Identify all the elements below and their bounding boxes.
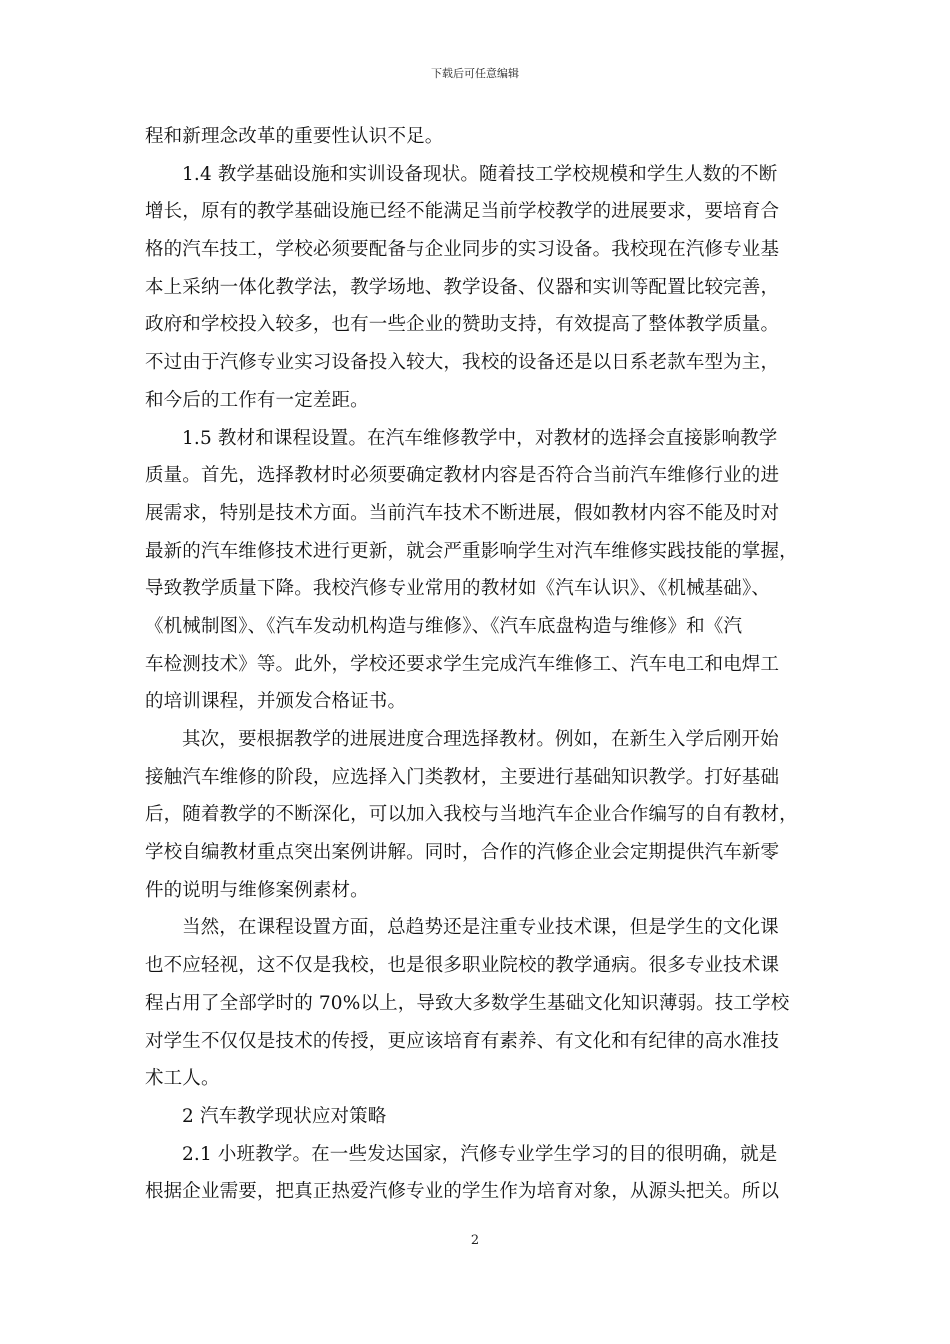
text-line: 不过由于汽修专业实习设备投入较大，我校的设备还是以日系老款车型为主， [145,352,780,374]
section-1-4-heading-line: 1.4 教学基础设施和实训设备现状。随着技工学校规模和学生人数的不断 [182,163,778,185]
text-line: 增长，原有的教学基础设施已经不能满足当前学校教学的进展要求，要培育合 [145,201,780,223]
text-line: 学校自编教材重点突出案例讲解。同时，合作的汽修企业会定期提供汽车新零 [145,842,780,864]
text-line: 车检测技术》等。此外，学校还要求学生完成汽车维修工、汽车电工和电焊工 [145,653,780,675]
text-line: 质量。首先，选择教材时必须要确定教材内容是否符合当前汽车维修行业的进 [145,465,780,487]
text-line: 《机械制图》、《汽车发动机构造与维修》、《汽车底盘构造与维修》和《汽 [145,615,743,637]
paragraph-start-line: 当然，在课程设置方面，总趋势还是注重专业技术课，但是学生的文化课 [182,917,779,939]
text-line: 根据企业需要，把真正热爱汽修专业的学生作为培育对象，从源头把关。所以 [145,1181,780,1203]
text-line: 展需求，特别是技术方面。当前汽车技术不断进展，假如教材内容不能及时对 [145,502,780,524]
text-line: 的培训课程，并颁发合格证书。 [145,691,407,713]
text-line: 和今后的工作有一定差距。 [145,389,369,411]
text-line: 程占用了全部学时的 70%以上，导致大多数学生基础文化知识薄弱。技工学校 [145,992,790,1014]
text-line: 术工人。 [145,1068,220,1090]
text-line: 本上采纳一体化教学法，教学场地、教学设备、仪器和实训等配置比较完善， [145,276,780,298]
text-line: 格的汽车技工，学校必须要配备与企业同步的实习设备。我校现在汽修专业基 [145,239,780,261]
text-line: 政府和学校投入较多，也有一些企业的赞助支持，有效提高了整体教学质量。 [145,314,780,336]
text-line: 后，随着教学的不断深化，可以加入我校与当地汽车企业合作编写的自有教材， [145,804,798,826]
text-line: 最新的汽车维修技术进行更新，就会严重影响学生对汽车维修实践技能的掌握， [145,540,798,562]
text-line: 也不应轻视，这不仅是我校，也是很多职业院校的教学通病。很多专业技术课 [145,955,780,977]
text-line: 件的说明与维修案例素材。 [145,879,369,901]
text-line: 对学生不仅仅是技术的传授，更应该培育有素养、有文化和有纪律的高水准技 [145,1030,780,1052]
body-text [145,118,805,1211]
text-line: 导致教学质量下降。我校汽修专业常用的教材如《汽车认识》、《机械基础》、 [145,578,771,600]
paragraph-start-line: 其次，要根据教学的进展进度合理选择教材。例如，在新生入学后刚开始 [182,729,779,750]
section-2-1-heading-line: 2.1 小班教学。在一些发达国家，汽修专业学生学习的目的很明确，就是 [182,1143,778,1165]
section-2-heading: 2 汽车教学现状应对策略 [182,1105,387,1127]
text-line: 接触汽车维修的阶段，应选择入门类教材，主要进行基础知识教学。打好基础 [145,766,780,788]
page-header: 下载后可任意编辑 [431,67,519,80]
section-1-5-heading-line: 1.5 教材和课程设置。在汽车维修教学中，对教材的选择会直接影响教学 [182,427,778,449]
text-line: 程和新理念改革的重要性认识不足。 [145,126,444,147]
page-number: 2 [470,1233,480,1248]
